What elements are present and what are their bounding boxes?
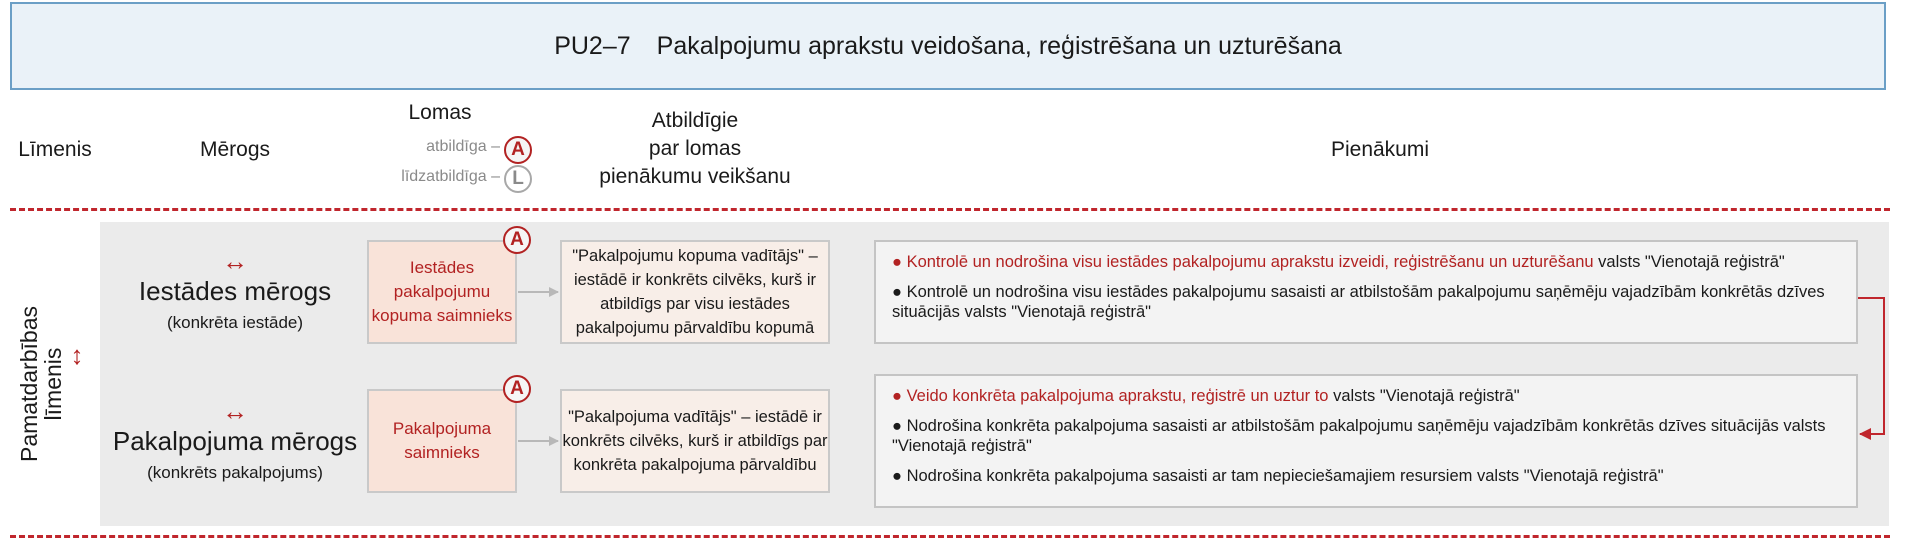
bullet-icon: ● bbox=[892, 253, 902, 271]
bullet-icon: ● bbox=[892, 283, 902, 301]
bullet-icon: ● bbox=[892, 417, 902, 435]
row2-duty-3-text: Nodrošina konkrēta pakalpojuma sasaisti ar tam nepieciešamajiem resursiem valsts "Vienotajā reģistrā" bbox=[906, 467, 1664, 485]
header-level: Līmenis bbox=[18, 138, 92, 161]
row1-role-box: Iestādes pakalpojumu kopuma saimnieks bbox=[367, 240, 517, 344]
header-responsible-line2: par lomas bbox=[648, 137, 742, 160]
header-scale: Mērogs bbox=[199, 138, 271, 161]
row1-duty-1-rest: valsts "Vienotajā reģistrā" bbox=[1593, 253, 1785, 271]
legend-coresponsible-label: līdzatbildīga – bbox=[401, 168, 500, 185]
row2-role-box: Pakalpojuma saimnieks bbox=[367, 389, 517, 493]
legend-l-badge: L bbox=[504, 165, 532, 193]
legend-a-badge: A bbox=[504, 136, 532, 164]
title-text: Pakalpojumu aprakstu veidošana, reģistrēšana un uzturēšana bbox=[656, 31, 1342, 60]
legend-accountable-label: atbildīga – bbox=[426, 138, 500, 155]
row2-role-a-badge: A bbox=[503, 375, 531, 403]
level-label-line1: Pamatdarbības bbox=[16, 306, 42, 462]
row2-duty-2-text: Nodrošina konkrēta pakalpojuma sasaisti ar atbilstošām pakalpojumu saņēmēju vajadzībām konkrētās dzīves situācijās valsts "Vienotajā reģistrā" bbox=[892, 417, 1826, 455]
header-responsible-line1: Atbildīgie bbox=[651, 109, 739, 132]
row2-duty-1-rest: valsts "Vienotajā reģistrā" bbox=[1328, 387, 1520, 405]
row1-scale-title: Iestādes mērogs bbox=[138, 276, 332, 306]
row2-scale-arrow-icon: ↔ bbox=[222, 396, 248, 426]
row1-role-a-badge: A bbox=[503, 226, 531, 254]
bullet-icon: ● bbox=[892, 467, 902, 485]
row1-scale-subtitle: (konkrēta iestāde) bbox=[166, 313, 304, 332]
row1-scale-arrow-icon: ↔ bbox=[222, 246, 248, 276]
level-updown-arrow-icon: ↕ bbox=[70, 340, 84, 370]
row1-duty-2-text: Kontrolē un nodrošina visu iestādes pakalpojumu sasaisti ar atbilstošām pakalpojumu saņēmēju vajadzībām konkrētās dzīves situācijās valsts "Vienotajā reģistrā" bbox=[892, 283, 1825, 321]
header-responsible-line3: pienākumu veikšanu bbox=[599, 165, 791, 188]
header-duties: Pienākumi bbox=[1330, 138, 1430, 161]
header-roles: Lomas bbox=[408, 101, 472, 124]
row2-responsible-box: "Pakalpojuma vadītājs" – iestādē ir konkrēts cilvēks, kurš ir atbildīgs par konkrēta pakalpojuma pārvaldību bbox=[560, 389, 830, 493]
duties-link-arrow bbox=[1858, 298, 1884, 434]
bullet-icon: ● bbox=[892, 387, 902, 405]
row2-duty-1-highlight: Veido konkrēta pakalpojuma aprakstu, reģistrē un uztur to bbox=[906, 387, 1329, 405]
row2-scale-subtitle: (konkrēts pakalpojums) bbox=[147, 463, 323, 482]
row1-responsible-box: "Pakalpojumu kopuma vadītājs" – iestādē ir konkrēts cilvēks, kurš ir atbildīgs par visu iestādes pakalpojumu pārvaldību kopumā bbox=[560, 240, 830, 344]
row1-duty-1-highlight: Kontrolē un nodrošina visu iestādes pakalpojumu aprakstu izveidi, reģistrēšanu un uzturēšanu bbox=[906, 253, 1594, 271]
title-code: PU2–7 bbox=[554, 31, 631, 60]
level-label-line2: līmenis bbox=[40, 347, 66, 421]
row2-scale-title: Pakalpojuma mērogs bbox=[112, 426, 358, 456]
